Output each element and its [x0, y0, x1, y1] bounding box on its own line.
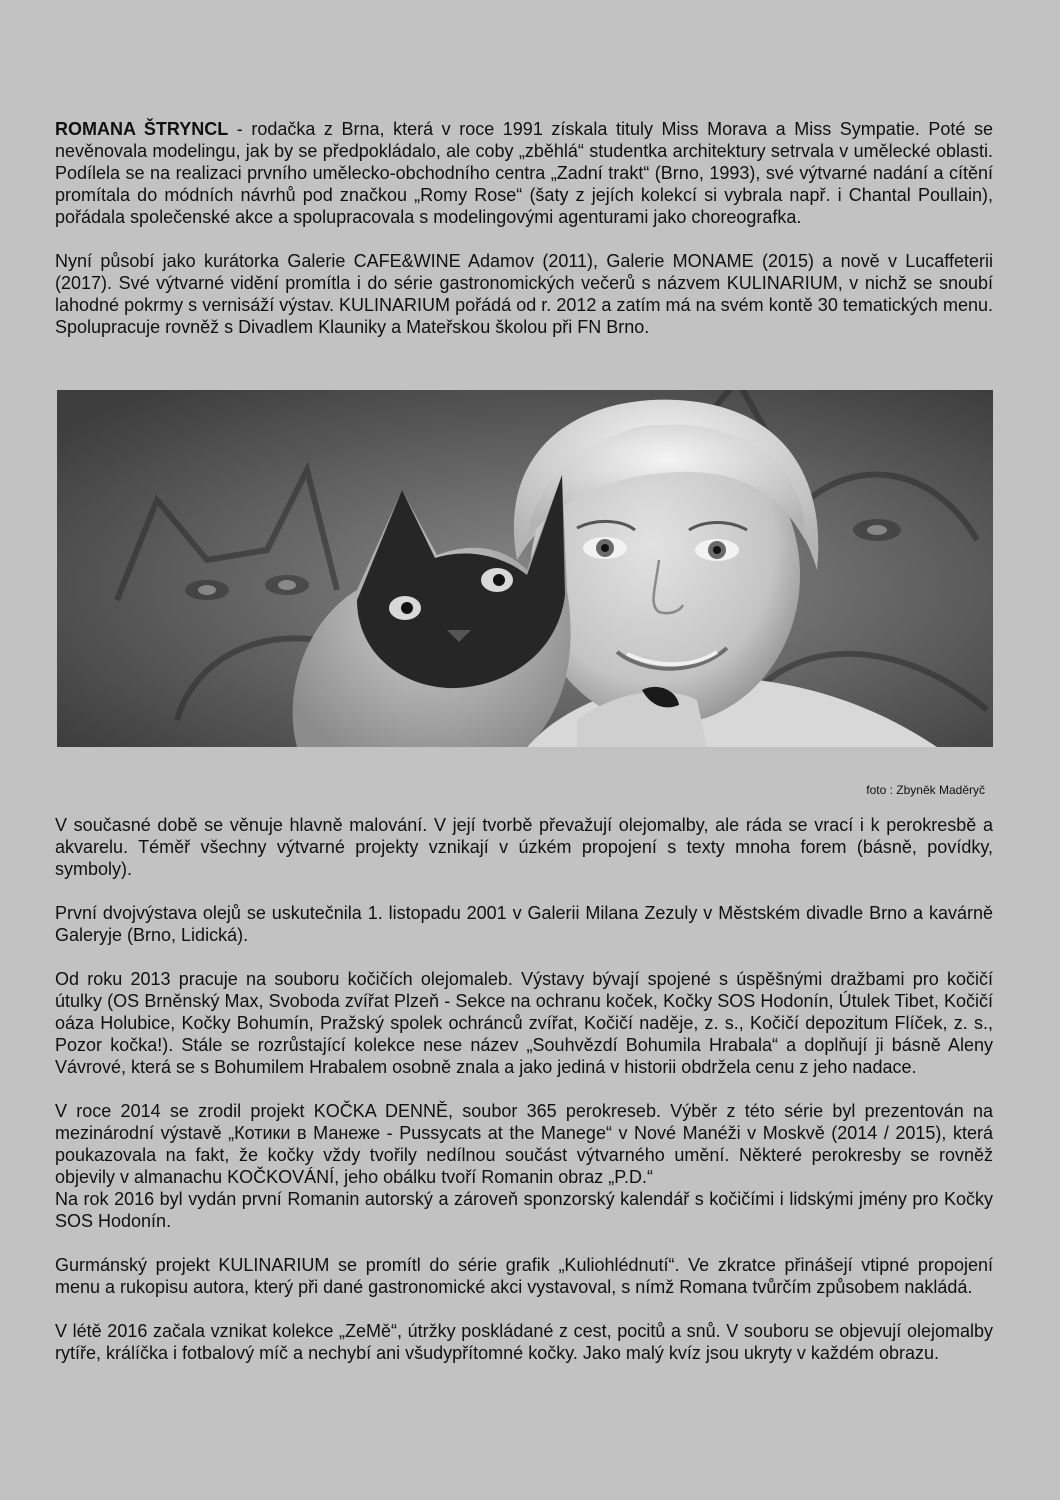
portrait-photo-illustration	[57, 390, 993, 747]
body-paragraph-7: V létě 2016 začala vznikat kolekce „ZeMě“, útržky poskládané z cest, pocitů a snů. V souboru se objevují olejomalby rytíře, králíčka i fotbalový míč a nechybí ani všudypřítomné kočky. Jako malý kvíz jsou ukryty v každém obrazu.	[55, 1321, 993, 1363]
portrait-photo	[57, 390, 993, 747]
body-paragraph-4: V roce 2014 se zrodil projekt KOČKA DENNĚ, soubor 365 perokreseb. Výběr z této série byl prezentován na mezinárodní výstavě „Котики в Манеже - Pussycats at the Manege“ v Nové Manéži v Moskvě (2014 / 2015), která poukazovala na fakt, že kočky vždy tvořily nedílnou součást výtvarného umění. Některé perokresby se rovněž objevily v almanachu KOČKOVÁNÍ, jeho obálku tvoří Romanin obraz „P.D.“	[55, 1101, 993, 1187]
body-paragraph-6: Gurmánský projekt KULINARIUM se promítl do série grafik „Kuliohlédnutí“. Ve zkratce přinášejí vtipné propojení menu a rukopisu autora, který při dané gastronomické akci vystavoval, s nímž Romana tvůrčím způsobem nakládá.	[55, 1255, 993, 1297]
intro-section	[55, 118, 993, 338]
photo-caption: foto : Zbyněk Maděryč	[866, 783, 985, 797]
intro-paragraph-1-text: - rodačka z Brna, která v roce 1991 získala tituly Miss Morava a Miss Sympatie. Poté se nevěnovala modelingu, jak by se předpokládalo, ale coby „zběhlá“ studentka architektury setrvala v umělecké oblasti. Podílela se na realizaci prvního umělecko-obchodního centra „Zadní trakt“ (Brno, 1993), své výtvarné nadání a cítění promítala do módních návrhů pod značkou „Romy Rose“ (šaty z jejích kolekcí si vybrala např. i Chantal Poullain), pořádala společenské akce a spolupracovala s modelingovými agenturami jako choreografka.	[55, 119, 993, 227]
body-paragraph-2: První dvojvýstava olejů se uskutečnila 1. listopadu 2001 v Galerii Milana Zezuly v Městském divadle Brno a kavárně Galeryje (Brno, Lidická).	[55, 903, 993, 945]
body-section	[55, 814, 993, 1364]
intro-paragraph-1	[55, 118, 993, 228]
artist-name: ROMANA ŠTRYNCL	[55, 119, 229, 139]
intro-paragraph-2: Nyní působí jako kurátorka Galerie CAFE&WINE Adamov (2011), Galerie MONAME (2015) a nově v Lucaffeterii (2017). Své výtvarné vidění promítla i do série gastronomických večerů s názvem KULINARIUM, v nichž se snoubí lahodné pokrmy s vernisáží výstav. KULINARIUM pořádá od r. 2012 a zatím má na svém kontě 30 tematických menu. Spolupracuje rovněž s Divadlem Klauniky a Mateřskou školou při FN Brno.	[55, 251, 993, 337]
body-paragraph-5: Na rok 2016 byl vydán první Romanin autorský a zároveň sponzorský kalendář s kočičími i lidskými jmény pro Kočky SOS Hodonín.	[55, 1189, 993, 1231]
body-paragraph-3: Od roku 2013 pracuje na souboru kočičích olejomaleb. Výstavy bývají spojené s úspěšnými dražbami pro kočičí útulky (OS Brněnský Max, Svoboda zvířat Plzeň - Sekce na ochranu koček, Kočky SOS Hodonín, Útulek Tibet, Kočičí oáza Holubice, Kočky Bohumín, Pražský spolek ochránců zvířat, Kočičí naděje, z. s., Kočičí depozitum Flíček, z. s., Pozor kočka!). Stále se rozrůstající kolekce nese název „Souhvězdí Bohumila Hrabala“ a doplňují ji básně Aleny Vávrové, která se s Bohumilem Hrabalem osobně znala a jako jediná v historii obdržela cenu z jeho nadace.	[55, 969, 993, 1077]
body-paragraph-1: V současné době se věnuje hlavně malování. V její tvorbě převažují olejomalby, ale ráda se vrací i k perokresbě a akvarelu. Téměř všechny výtvarné projekty vznikají v úzkém propojení s texty mnoha forem (básně, povídky, symboly).	[55, 815, 993, 879]
